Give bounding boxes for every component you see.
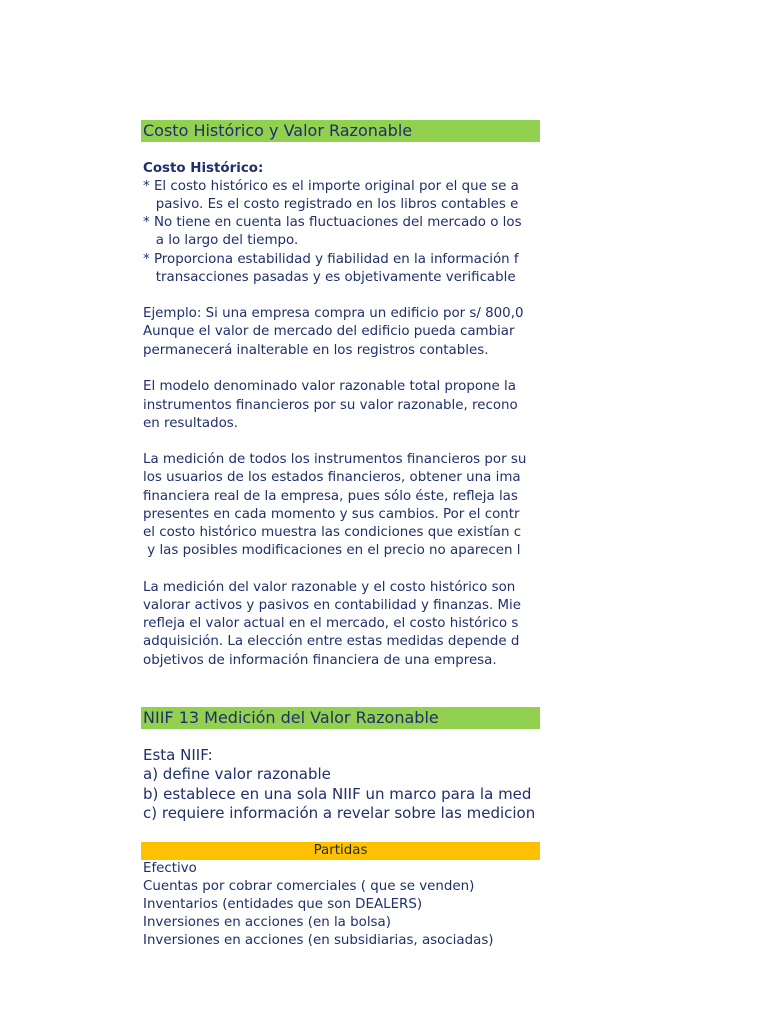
text-line: los usuarios de los estados financieros, obtener una ima [143, 470, 521, 485]
text-line: instrumentos financieros por su valor razonable, recono [143, 398, 518, 413]
text-line: * El costo histórico es el importe original por el que se a [143, 179, 519, 194]
partida-item: Inversiones en acciones (en subsidiarias, asociadas) [143, 933, 494, 948]
text-line: y las posibles modificaciones en el precio no aparecen l [143, 543, 521, 558]
partida-item: Inventarios (entidades que son DEALERS) [143, 897, 423, 912]
text-line: a lo largo del tiempo. [143, 233, 299, 248]
text-line: permanecerá inalterable en los registros contables. [143, 343, 489, 358]
text-line: transacciones pasadas y es objetivamente verificable [143, 270, 516, 285]
niif-line: b) establece en una sola NIIF un marco para la med [143, 785, 532, 803]
text-line: adquisición. La elección entre estas medidas depende d [143, 634, 520, 649]
partida-item: Inversiones en acciones (en la bolsa) [143, 915, 391, 930]
text-line: * No tiene en cuenta las fluctuaciones del mercado o los [143, 215, 522, 230]
spreadsheet-content [141, 0, 540, 1024]
niif-line: c) requiere información a revelar sobre las medicion [143, 804, 536, 822]
partidas-header: Partidas [141, 842, 540, 860]
niif-line: a) define valor razonable [143, 765, 331, 783]
text-line: La medición de todos los instrumentos financieros por su [143, 452, 527, 467]
text-line: presentes en cada momento y sus cambios. Por el contr [143, 507, 520, 522]
text-line: en resultados. [143, 416, 238, 431]
section-title-niif-13: NIIF 13 Medición del Valor Razonable [141, 707, 540, 729]
subtitle-costo-historico: Costo Histórico: [143, 161, 264, 176]
text-line: El modelo denominado valor razonable total propone la [143, 379, 516, 394]
text-line: La medición del valor razonable y el costo histórico son [143, 580, 516, 595]
partida-item: Efectivo [143, 861, 197, 876]
section-title-costo-historico: Costo Histórico y Valor Razonable [141, 120, 540, 142]
partida-item: Cuentas por cobrar comerciales ( que se venden) [143, 879, 475, 894]
niif-line: Esta NIIF: [143, 746, 213, 764]
text-line: pasivo. Es el costo registrado en los libros contables e [143, 197, 519, 212]
text-line: * Proporciona estabilidad y fiabilidad en la información f [143, 252, 519, 267]
text-line: financiera real de la empresa, pues sólo éste, refleja las [143, 489, 518, 504]
text-line: Ejemplo: Si una empresa compra un edificio por s/ 800,0 [143, 306, 524, 321]
text-line: el costo histórico muestra las condiciones que existían c [143, 525, 522, 540]
text-line: refleja el valor actual en el mercado, el costo histórico s [143, 616, 519, 631]
text-line: valorar activos y pasivos en contabilidad y finanzas. Mie [143, 598, 521, 613]
text-line: Aunque el valor de mercado del edificio pueda cambiar [143, 324, 515, 339]
text-line: objetivos de información financiera de una empresa. [143, 653, 497, 668]
